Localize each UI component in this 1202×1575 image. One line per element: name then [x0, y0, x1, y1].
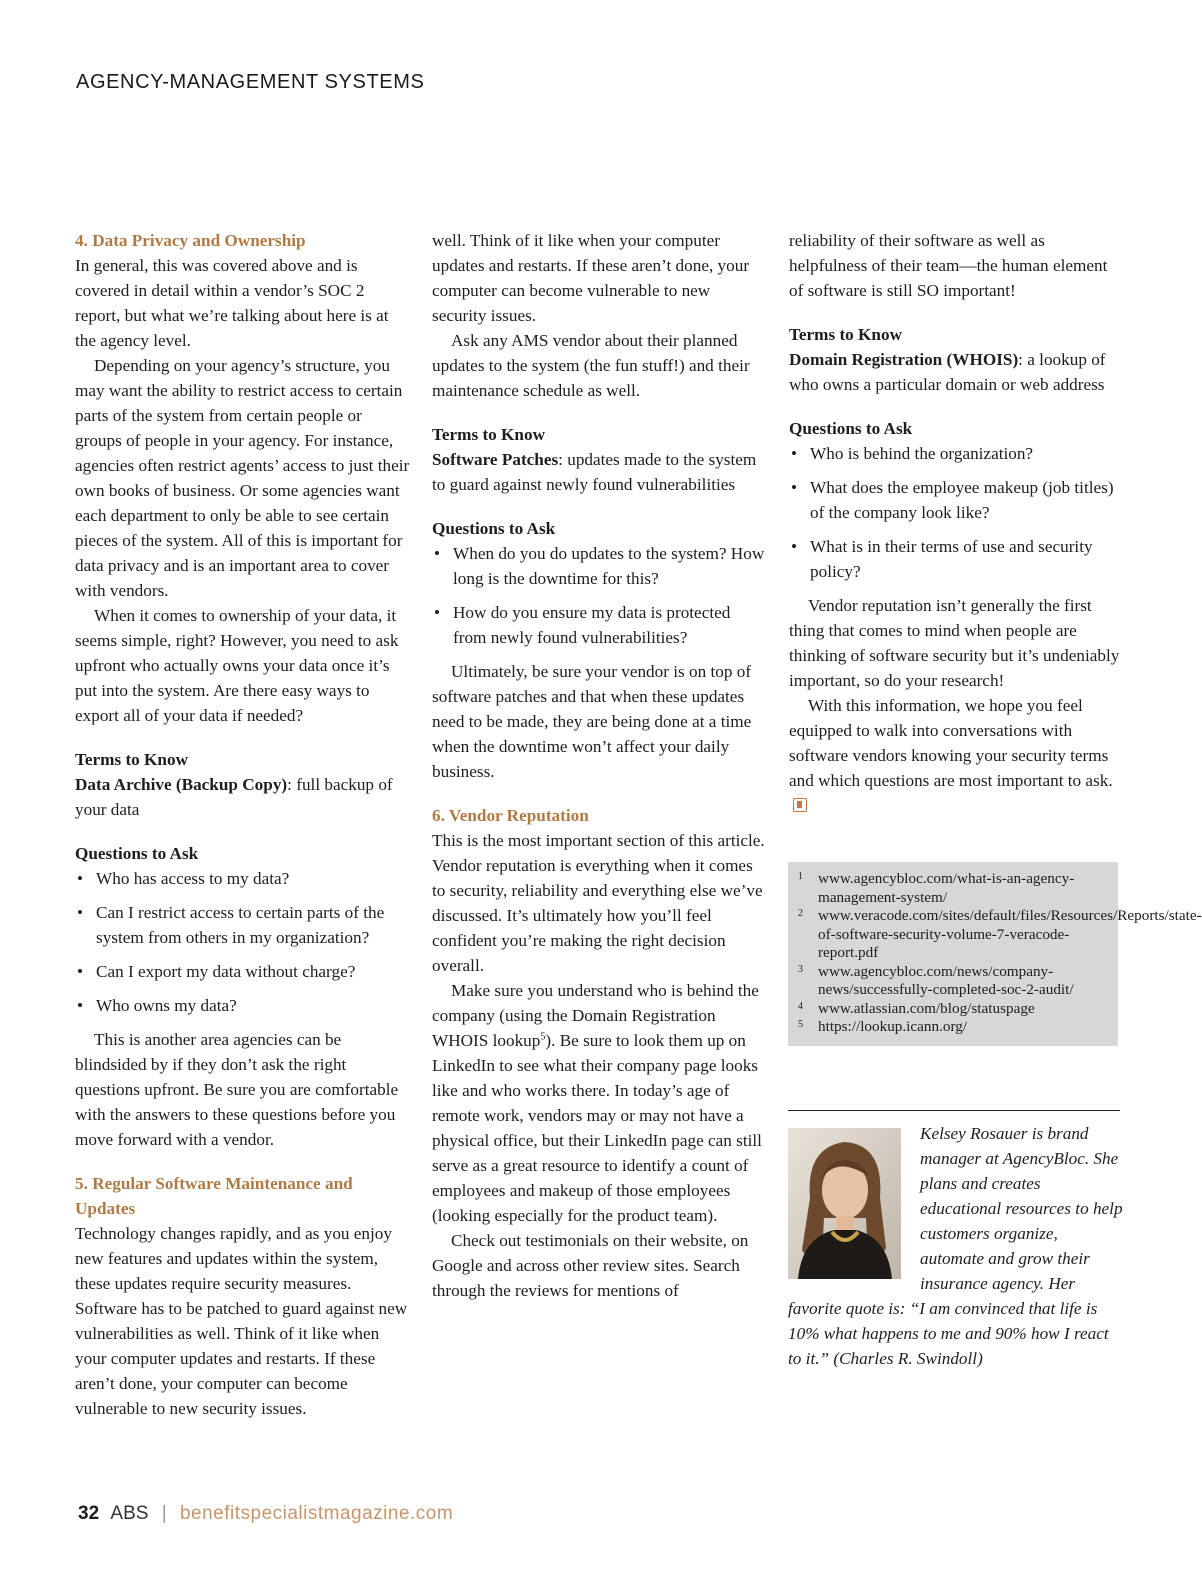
term-definition: [75, 772, 410, 822]
end-mark-icon: [793, 798, 807, 812]
term-text: : updates made to the system to guard against newly found vulnerabilities: [432, 450, 757, 494]
text-run: ). Be sure to look them up on LinkedIn to see what their company page looks like and who works there. In today’s age of remote work, vendors may or may not have a physical office, but their LinkedIn page can still serve as a great resource to identify a count of employees and makeup of those employees (looking especially for the product team).: [432, 1031, 762, 1225]
question-item: • Can I export my data without charge?: [75, 959, 410, 984]
term-definition: [432, 447, 767, 497]
paragraph-continued: Technology changes rapidly, and as you enjoy new features and updates within the system, these updates require security measures. Software has to be patched to guard against new vulnerabilities as well. Think of it like when your computer updates and restarts. If these aren’t done, your computer can become vulnerable to new security issues.: [75, 1224, 408, 1418]
footnote: [788, 963, 1118, 1000]
paragraph: Ask any AMS vendor about their planned updates to the system (the fun stuff!) and their maintenance schedule as well.: [432, 331, 750, 400]
terms-to-know: [75, 747, 410, 822]
question-item: • Who is behind the organization?: [789, 441, 1124, 466]
paragraph: When it comes to ownership of your data, it seems simple, right? However, you need to ask upfront who actually owns your data once it’s put into the system. Are there easy ways to export all of your data if needed?: [75, 606, 399, 725]
question-item: • Can I restrict access to certain parts of the system from others in my organization?: [75, 900, 410, 950]
footnote-number: 2: [798, 908, 803, 919]
subheading-vendor-reputation: 6. Vendor Reputation: [432, 806, 589, 825]
bio-text: Kelsey Rosauer is brand manager at AgencyBloc. She plans and creates educational resources to help customers organize, automate and grow their insurance agency. Her favorite quote is: “I am convinced that life is 10% what happens to me and 90% how I react to it.” (Charles R. Swindoll): [788, 1124, 1123, 1368]
paragraph: This is another area agencies can be blindsided by if they don’t ask the right questions upfront. Be sure you are comfortable with the answers to these questions before you move forward with a vendor.: [75, 1030, 399, 1149]
paragraph-continued: Check out testimonials on their website, on Google and across other review sites. Search through the reviews for mentions of: [432, 1231, 749, 1300]
question-item: • Who has access to my data?: [75, 866, 410, 891]
footnote-link[interactable]: www.agencybloc.com/news/company-news/successfully-completed-soc-2-audit/: [818, 962, 1074, 998]
publication-name: ABS: [110, 1503, 149, 1524]
question-item: • What is in their terms of use and security policy?: [789, 534, 1124, 584]
footnote-number: 5: [798, 1019, 803, 1030]
paragraph: [432, 978, 767, 1228]
page-number: 32: [78, 1503, 100, 1524]
column-1: [75, 228, 410, 1418]
paragraph: This is the most important section of this article. Vendor reputation is everything when it comes to security, reliability and everything else we’ve discussed. It’s ultimately how you’ll feel confident you’re making the right decision overall.: [432, 831, 765, 975]
footnote-number: 3: [798, 963, 803, 975]
paragraph: well. Think of it like when your computer updates and restarts. If these aren’t done, your computer can become vulnerable to new security issues.: [432, 231, 750, 325]
paragraph: Ultimately, be sure your vendor is on top of software patches and that when these updates need to be made, they are being done at a time when the downtime won’t affect your daily business.: [432, 662, 752, 781]
term-text: : full backup of your data: [75, 775, 393, 819]
text-run: With this information, we hope you feel equipped to walk into conversations with software vendors knowing your security terms and which questions are most important to ask.: [789, 696, 1113, 790]
footnote-number: 4: [798, 1000, 803, 1012]
question-item: • Who owns my data?: [75, 993, 410, 1018]
question-item: • What does the employee makeup (job titles) of the company look like?: [789, 475, 1124, 525]
subheading-data-privacy: 4. Data Privacy and Ownership: [75, 231, 306, 250]
website-link[interactable]: benefitspecialistmagazine.com: [179, 1503, 454, 1524]
footnote-link[interactable]: www.veracode.com/sites/default/files/Resources/Reports/state-of-software-security-volume-7-veracode-report.pdf: [818, 907, 1202, 961]
paragraph: reliability of their software as well as helpfulness of their team—the human element of software is still SO important!: [789, 231, 1108, 300]
terms-to-know: [789, 322, 1124, 397]
bio-divider: [788, 1110, 1120, 1111]
questions-list: [789, 441, 1124, 584]
terms-title: Terms to Know: [789, 325, 902, 344]
terms-title: Terms to Know: [75, 750, 188, 769]
author-bio: [788, 1121, 1123, 1371]
paragraph: Vendor reputation isn’t generally the first thing that comes to mind when people are thinking of software security but it’s undeniably important, so do your research!: [789, 596, 1120, 690]
footnote-link[interactable]: https://lookup.icann.org/: [818, 1018, 968, 1035]
footnote: [788, 1000, 1118, 1019]
footer-separator: |: [161, 1503, 167, 1524]
paragraph: Depending on your agency’s structure, you may want the ability to restrict access to certain parts of the system from certain people or groups of people in your agency. For instance, agencies often restrict agents’ access to just their own books of business. Or some agencies want each department to only be able to see certain pieces of the system. All of this is important for data privacy and is an important area to cover with vendors.: [75, 356, 410, 600]
term-name: Data Archive (Backup Copy): [75, 775, 288, 794]
footnote: [788, 1018, 1118, 1037]
text-run: Make sure you understand who is behind the company (using the Domain Registration WHOIS lookup: [432, 981, 759, 1050]
term-text: : a lookup of who owns a particular domain or web address: [789, 350, 1106, 394]
section-header: AGENCY-MANAGEMENT SYSTEMS: [76, 71, 425, 93]
paragraph: In general, this was covered above and is covered in detail within a vendor’s SOC 2 report, but what we’re talking about here is at the agency level.: [75, 256, 389, 350]
terms-to-know: [432, 422, 767, 497]
footnotes-box: [788, 862, 1202, 1046]
footnote-ref: 5: [540, 1031, 546, 1043]
footnote-number: 1: [798, 871, 803, 882]
term-name: Domain Registration (WHOIS): [789, 350, 1019, 369]
questions-title: Questions to Ask: [75, 844, 199, 863]
paragraph: [789, 693, 1124, 818]
term-definition: [789, 347, 1124, 397]
photo-spacer: [788, 1121, 920, 1285]
questions-list: [75, 866, 410, 1018]
terms-title: Terms to Know: [432, 425, 545, 444]
questions-title: Questions to Ask: [432, 519, 556, 538]
questions-title: Questions to Ask: [789, 419, 913, 438]
footnote-link[interactable]: www.agencybloc.com/what-is-an-agency-management-system/: [818, 870, 1075, 906]
footnote-link[interactable]: www.atlassian.com/blog/statuspage: [818, 999, 1035, 1017]
question-item: • When do you do updates to the system? How long is the downtime for this?: [432, 541, 767, 591]
questions-list: [432, 541, 767, 650]
column-3: [789, 228, 1124, 818]
question-item: • How do you ensure my data is protected from newly found vulnerabilities?: [432, 600, 767, 650]
footnote: [788, 870, 1118, 907]
column-2: [432, 228, 767, 1303]
footnote: [788, 907, 1202, 963]
term-name: Software Patches: [432, 450, 559, 469]
subheading-software-maintenance: 5. Regular Software Maintenance and Updates: [75, 1174, 353, 1218]
page-footer: [78, 1503, 453, 1525]
